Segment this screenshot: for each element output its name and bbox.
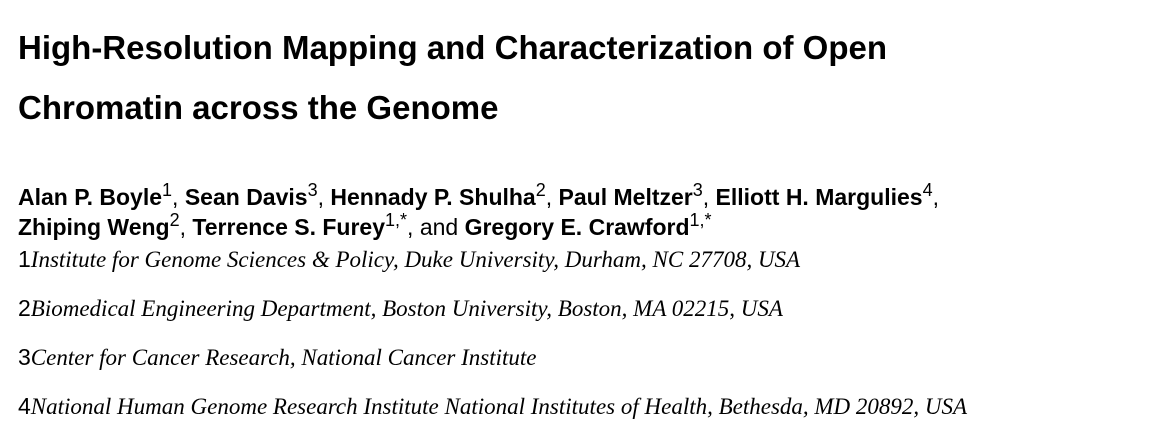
- author-separator: ,: [172, 184, 185, 210]
- author-affiliation-marker: 4: [922, 180, 933, 200]
- author-separator: ,: [702, 184, 716, 210]
- author-separator: ,: [317, 184, 331, 210]
- affiliation-item: [18, 244, 1138, 293]
- author-name: Paul Meltzer: [558, 184, 693, 210]
- affiliation-item: [18, 391, 1138, 440]
- author-affiliation-marker: 3: [307, 180, 318, 200]
- author-line-2: [18, 212, 1138, 242]
- author-separator: ,: [932, 184, 939, 210]
- affiliation-text: Biomedical Engineering Department, Boston University, Boston, MA 02215, USA: [30, 296, 783, 321]
- author-line-1: [18, 182, 1138, 212]
- paper-title: [18, 18, 1138, 138]
- author-affiliation-marker: 1,*: [689, 210, 712, 230]
- affiliation-number: 2: [18, 295, 31, 321]
- affiliation-text: Institute for Genome Sciences & Policy, Duke University, Durham, NC 27708, USA: [30, 247, 801, 272]
- author-affiliation-marker: 1: [162, 180, 173, 200]
- author-and-separator: , and: [407, 214, 465, 240]
- paper-header: [18, 18, 1138, 440]
- affiliation-number: 3: [18, 344, 31, 370]
- author-name: Zhiping Weng: [18, 214, 170, 240]
- author-affiliation-marker: 1,*: [385, 210, 408, 230]
- author-name: Gregory E. Crawford: [464, 214, 690, 240]
- affiliation-number: 1: [18, 246, 31, 272]
- author-separator: ,: [179, 214, 193, 240]
- author-name: Terrence S. Furey: [192, 214, 386, 240]
- author-affiliation-marker: 2: [169, 210, 180, 230]
- title-line-2: Chromatin across the Genome: [18, 89, 499, 126]
- author-separator: ,: [545, 184, 559, 210]
- author-name: Alan P. Boyle: [18, 184, 163, 210]
- affiliation-text: Center for Cancer Research, National Cancer Institute: [30, 345, 537, 370]
- author-name: Elliott H. Margulies: [715, 184, 923, 210]
- author-name: Hennady P. Shulha: [330, 184, 536, 210]
- author-affiliation-marker: 2: [535, 180, 546, 200]
- affiliation-item: [18, 342, 1138, 391]
- author-list: [18, 182, 1138, 242]
- affiliation-text: National Human Genome Research Institute National Institutes of Health, Bethesda, MD 20892, USA: [30, 394, 968, 419]
- title-line-1: High-Resolution Mapping and Characterization of Open: [18, 29, 888, 66]
- author-name: Sean Davis: [184, 184, 308, 210]
- affiliation-number: 4: [18, 393, 31, 419]
- author-affiliation-marker: 3: [692, 180, 703, 200]
- affiliation-item: [18, 293, 1138, 342]
- affiliation-list: [18, 244, 1138, 440]
